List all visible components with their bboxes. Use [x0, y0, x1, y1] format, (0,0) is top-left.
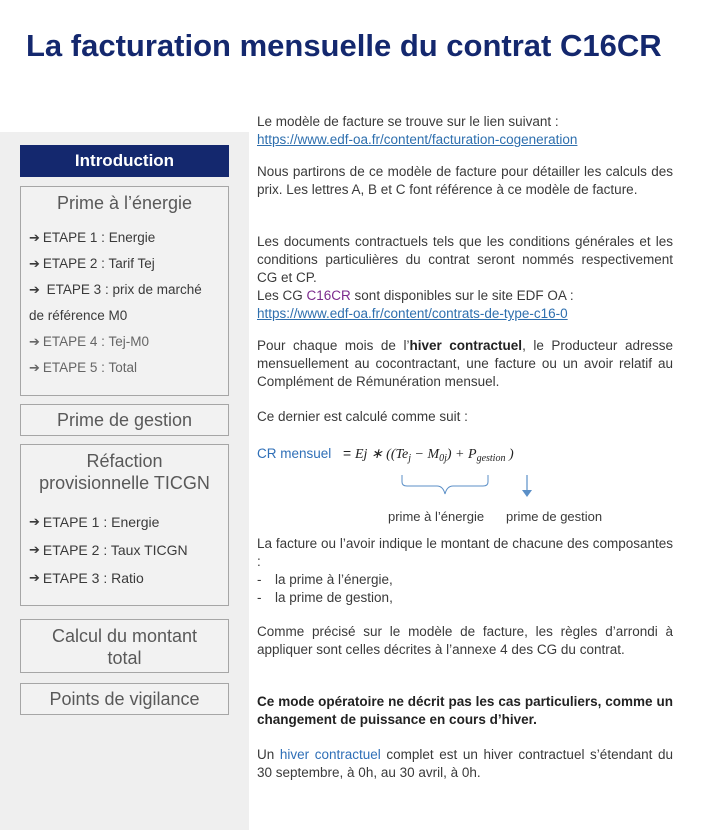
formula-label: CR mensuel — [257, 446, 332, 461]
arrow-right-icon: ➔ — [29, 514, 40, 529]
prime-gestion-button[interactable] — [20, 404, 229, 436]
arrow-right-icon: ➔ — [29, 256, 40, 271]
list-item: - la prime de gestion, — [257, 590, 393, 605]
vigilance-button[interactable] — [20, 683, 229, 715]
step-prefix: ETAPE 3 : — [46, 282, 109, 297]
step-text: prix de marché de référence M0 — [29, 282, 202, 323]
paragraph-hiver — [257, 337, 673, 391]
composantes-text: La facture ou l’avoir indique le montant de chacune des composantes : — [257, 536, 673, 569]
label-prime-energie: prime à l’énergie — [388, 509, 485, 524]
step-text: Energie — [107, 514, 160, 530]
step-text: Tarif Tej — [104, 256, 155, 271]
step-text: Taux TICGN — [107, 542, 188, 558]
energie-step-5[interactable] — [21, 355, 228, 381]
paragraph-calculs: Nous partirons de ce modèle de facture pour détailler les calculs des prix. Les lettres A, B et C font référence à ce modèle de facture. — [257, 164, 673, 197]
step-text: Tej-M0 — [104, 334, 149, 349]
paragraph-mode-operatoire: Ce mode opératoire ne décrit pas les cas particuliers, comme un changement de puissance en cours d’hiver. — [257, 694, 673, 727]
energie-step-2[interactable] — [21, 251, 228, 277]
energie-step-4[interactable] — [21, 329, 228, 355]
refaction-section[interactable] — [20, 444, 229, 606]
paragraph-arrondi: Comme précisé sur le modèle de facture, les règles d’arrondi à appliquer sont celles décrites à l’annexe 4 des CG du contrat. — [257, 624, 673, 657]
hiver-text: Pour chaque mois de l’ — [257, 338, 410, 353]
paragraph-cg — [257, 287, 673, 323]
paragraph-modele — [257, 113, 673, 149]
hiver-contractuel-term: hiver contractuel — [409, 338, 523, 353]
step-text: Total — [104, 360, 137, 375]
hiver-complet-text: Un — [257, 747, 280, 762]
energie-step-3[interactable] — [21, 277, 209, 329]
step-prefix: ETAPE 5 : — [42, 360, 105, 375]
cg-text: Les CG — [257, 288, 307, 303]
step-text: Energie — [104, 230, 156, 245]
arrow-right-icon: ➔ — [29, 570, 40, 585]
arrow-right-icon: ➔ — [29, 230, 40, 245]
calcul-montant-button[interactable] — [20, 619, 229, 673]
contrats-link[interactable]: https://www.edf-oa.fr/content/contrats-de-type-c16-0 — [257, 306, 568, 321]
ticgn-step-1[interactable] — [21, 508, 228, 536]
introduction-button[interactable]: Introduction — [20, 145, 229, 177]
prime-energie-title: Prime à l’énergie — [56, 193, 193, 213]
prime-gestion-title: Prime de gestion — [56, 410, 193, 430]
step-text: Ratio — [107, 570, 144, 586]
energie-step-1[interactable] — [21, 225, 228, 251]
arrow-right-icon: ➔ — [29, 360, 40, 375]
prime-energie-bracket — [402, 475, 488, 494]
step-prefix: ETAPE 1 : — [42, 230, 105, 245]
arrow-down-icon — [522, 490, 532, 497]
calcul-montant-title: Calcul du montant total — [51, 626, 198, 668]
list-item: - la prime à l’énergie, — [257, 572, 393, 587]
paragraph-calcule: Ce dernier est calculé comme suit : — [257, 409, 468, 424]
ticgn-step-2[interactable] — [21, 536, 228, 564]
cg-text-end: sont disponibles sur le site EDF OA : — [350, 288, 574, 303]
step-prefix: ETAPE 2 : — [42, 256, 105, 271]
paragraph-documents: Les documents contractuels tels que les conditions générales et les conditions particulières du contrat seront nommés respectivement CG et CP. — [257, 234, 673, 285]
list-item-text: la prime à l’énergie, — [275, 572, 393, 587]
ticgn-step-3[interactable] — [21, 564, 228, 592]
step-prefix: ETAPE 2 : — [42, 542, 108, 558]
page-title: La facturation mensuelle du contrat C16CR — [26, 28, 662, 63]
hiver-complet-text-end: complet est un hiver contractuel s’étendant du 30 septembre, à 0h, au 30 avril, à 0h. — [257, 747, 673, 780]
refaction-title: Réfaction provisionnelle TICGN — [39, 451, 210, 493]
formula-equals: = — [343, 445, 352, 461]
c16cr-term: C16CR — [306, 288, 351, 303]
hiver-contractuel-term: hiver contractuel — [279, 747, 381, 762]
hiver-text-end: , le Producteur adresse mensuellement au cocontractant, une facture ou un avoir relatif au Complément de Rémunération mensuel. — [257, 338, 673, 389]
paragraph-composantes — [257, 535, 673, 607]
formula-expression: Ej ∗ ($(Te_j - M_{0j}) + P_{gestion}$ ) — [355, 447, 514, 464]
paragraph-hiver-complet — [257, 746, 673, 782]
label-prime-gestion: prime de gestion — [506, 509, 603, 524]
prime-energie-section[interactable] — [20, 186, 229, 396]
vigilance-title: Points de vigilance — [49, 689, 200, 709]
facturation-link[interactable]: https://www.edf-oa.fr/content/facturation-cogeneration — [257, 132, 578, 147]
arrow-right-icon: ➔ — [29, 542, 40, 557]
list-item-text: la prime de gestion, — [275, 590, 393, 605]
arrow-right-icon: ➔ — [29, 334, 40, 349]
step-prefix: ETAPE 4 : — [42, 334, 105, 349]
modele-text: Le modèle de facture se trouve sur le lien suivant : — [257, 114, 559, 129]
arrow-right-icon: ➔ — [29, 282, 40, 297]
step-prefix: ETAPE 1 : — [42, 514, 108, 530]
step-prefix: ETAPE 3 : — [42, 570, 108, 586]
